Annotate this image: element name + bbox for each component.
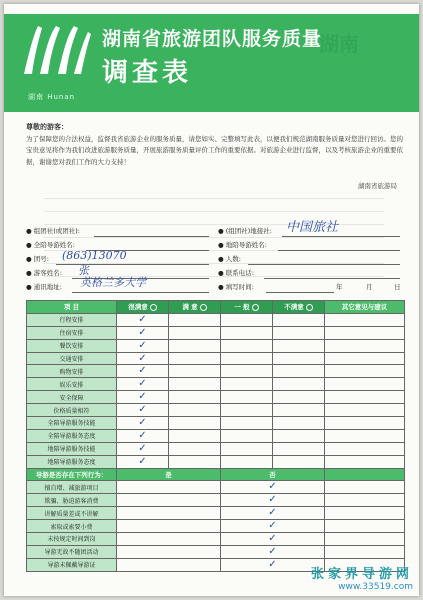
- issuer-signature: 湖南省旅游局: [358, 182, 397, 190]
- rating-cell[interactable]: [169, 326, 221, 339]
- check-mark-icon[interactable]: ✓: [117, 365, 169, 378]
- comment-cell[interactable]: [325, 365, 405, 378]
- satisfaction-table: [26, 300, 405, 572]
- row-label: 住宿安排: [27, 326, 117, 339]
- behavior-label: 欺骗、胁迫游客消费: [27, 494, 117, 507]
- table-row: [27, 520, 405, 533]
- rating-cell[interactable]: [221, 352, 273, 365]
- rating-cell[interactable]: [221, 417, 273, 430]
- comment-cell[interactable]: [325, 339, 405, 352]
- rating-cell[interactable]: [273, 313, 325, 326]
- row-label: 全陪导游服务技能: [27, 417, 117, 430]
- site-url: www.33519.com: [338, 582, 413, 592]
- check-mark-icon[interactable]: ✓: [117, 352, 169, 365]
- rating-cell[interactable]: [221, 378, 273, 391]
- rating-cell[interactable]: [221, 339, 273, 352]
- yes-cell[interactable]: [117, 545, 221, 558]
- col-item: 项 目: [27, 301, 117, 314]
- local-guide-field[interactable]: ● 地陪导游姓名:: [218, 240, 403, 252]
- check-mark-icon[interactable]: ✓: [117, 404, 169, 417]
- tourist-name-field[interactable]: ● 游客姓名:: [26, 268, 211, 280]
- table-row: [27, 352, 405, 365]
- rating-cell[interactable]: [273, 417, 325, 430]
- local-agency-field[interactable]: ● (组团社)地接社:: [218, 226, 403, 238]
- fill-date-field[interactable]: ● 填写时间: 年 月 日: [218, 283, 401, 291]
- rating-cell[interactable]: [221, 442, 273, 455]
- site-name: 张家界导游网: [310, 567, 413, 582]
- tour-number-field[interactable]: ● 团号:: [26, 254, 211, 266]
- address-field[interactable]: ● 通讯地址:: [26, 282, 211, 294]
- rating-cell[interactable]: [169, 378, 221, 391]
- row-label: 价格质量相符: [27, 404, 117, 417]
- rating-cell[interactable]: [169, 352, 221, 365]
- comment-cell[interactable]: [325, 352, 405, 365]
- sad-face-icon: [306, 304, 313, 311]
- check-mark-icon[interactable]: ✓: [117, 417, 169, 430]
- row-label: 地陪导游服务技能: [27, 442, 117, 455]
- table-row: [27, 545, 405, 558]
- col-average: 一 般: [221, 301, 273, 314]
- rating-cell[interactable]: [169, 442, 221, 455]
- check-mark-icon[interactable]: ✓: [117, 339, 169, 352]
- table-row: [27, 339, 405, 352]
- table-row: [27, 313, 405, 326]
- rating-cell[interactable]: [221, 313, 273, 326]
- comment-cell[interactable]: [325, 545, 405, 558]
- rating-cell[interactable]: [221, 326, 273, 339]
- table-row: [27, 429, 405, 442]
- table-row: [27, 455, 405, 468]
- check-mark-icon[interactable]: ✓: [221, 494, 325, 507]
- rating-cell[interactable]: [221, 455, 273, 468]
- check-mark-icon[interactable]: ✓: [117, 378, 169, 391]
- rating-cell[interactable]: [273, 391, 325, 404]
- rating-cell[interactable]: [169, 417, 221, 430]
- check-mark-icon[interactable]: ✓: [117, 455, 169, 468]
- comment-cell[interactable]: [325, 533, 405, 546]
- rating-cell[interactable]: [273, 429, 325, 442]
- table-row: [27, 442, 405, 455]
- comment-cell[interactable]: [325, 481, 405, 494]
- table-header-row: [27, 301, 405, 314]
- rating-cell[interactable]: [169, 313, 221, 326]
- table-row: [27, 391, 405, 404]
- table-row: [27, 481, 405, 494]
- yes-cell[interactable]: [117, 494, 221, 507]
- row-label: 地陪导游服务态度: [27, 455, 117, 468]
- row-label: 餐饮安排: [27, 339, 117, 352]
- survey-sheet: [4, 4, 419, 596]
- check-mark-icon[interactable]: ✓: [221, 545, 325, 558]
- background-watermark-text: 湖南: [319, 32, 359, 56]
- behavior-header-row: [27, 468, 405, 481]
- behavior-label: 擅自增、减旅游项目: [27, 481, 117, 494]
- hunan-logo: [18, 18, 94, 88]
- row-label: 行程安排: [27, 313, 117, 326]
- row-label: 娱乐安排: [27, 378, 117, 391]
- check-mark-icon[interactable]: ✓: [221, 558, 325, 571]
- col-satisfied: 满 意: [169, 301, 221, 314]
- greeting: 尊敬的游客：: [26, 123, 68, 131]
- behavior-label: 讲解质量差或不讲解: [27, 507, 117, 520]
- smiley-icon: [150, 304, 157, 311]
- rating-cell[interactable]: [273, 404, 325, 417]
- yes-cell[interactable]: [117, 533, 221, 546]
- contact-phone-field[interactable]: ● 联系电话:: [218, 268, 403, 280]
- row-label: 交通安排: [27, 352, 117, 365]
- yes-cell[interactable]: [117, 558, 221, 571]
- tour-number-handwriting: (863)13070: [62, 249, 127, 262]
- rating-cell[interactable]: [273, 326, 325, 339]
- col-comments: 其它意见与建议: [325, 301, 405, 314]
- col-very-satisfied: 很满意: [117, 301, 169, 314]
- check-mark-icon[interactable]: ✓: [221, 507, 325, 520]
- yes-cell[interactable]: [117, 507, 221, 520]
- local-agency-handwriting: 中国旅社: [286, 220, 339, 235]
- rating-cell[interactable]: [169, 391, 221, 404]
- rating-cell[interactable]: [169, 455, 221, 468]
- check-mark-icon[interactable]: ✓: [117, 326, 169, 339]
- rating-cell[interactable]: [273, 339, 325, 352]
- page-subtitle: 调查表: [102, 58, 193, 88]
- comment-cell[interactable]: [325, 404, 405, 417]
- neutral-face-icon: [252, 304, 259, 311]
- comment-cell[interactable]: [325, 313, 405, 326]
- tourist-name-handwriting: 张: [78, 264, 89, 277]
- comment-cell[interactable]: [325, 442, 405, 455]
- check-mark-icon[interactable]: ✓: [117, 429, 169, 442]
- behavior-label: 未按规定时间到岗: [27, 533, 117, 546]
- rating-cell[interactable]: [273, 455, 325, 468]
- col-yes: 是: [117, 468, 221, 481]
- behavior-label: 导游未佩戴导游证: [27, 558, 117, 571]
- rating-cell[interactable]: [221, 404, 273, 417]
- comment-cell[interactable]: [325, 417, 405, 430]
- rating-cell[interactable]: [169, 365, 221, 378]
- comment-cell[interactable]: [325, 494, 405, 507]
- table-row: [27, 378, 405, 391]
- check-mark-icon[interactable]: ✓: [117, 391, 169, 404]
- intro-body: 为了保障您的合法权益，监督我省旅游企业的服务质量，请您如实、完整填写此表，以便我们规范湖南服务质量对您进行回访。您的宝贵意见将作为我们改进旅游服务质量，开展旅游服务质量评价工作的重要依据。对旅游企业进行监督，以及考核旅游企业的重要依据，谢谢您对我们工作的大力支持！: [26, 134, 403, 166]
- table-row: [27, 494, 405, 507]
- rating-cell[interactable]: [169, 404, 221, 417]
- check-mark-icon[interactable]: ✓: [221, 520, 325, 533]
- yes-cell[interactable]: [117, 481, 221, 494]
- group-size-field[interactable]: ● 人数:: [218, 254, 403, 266]
- table-row: [27, 533, 405, 546]
- logo-subtitle: 湖南 Hunan: [28, 93, 76, 101]
- header-banner: [4, 14, 419, 112]
- escort-guide-field[interactable]: ● 全陪导游姓名:: [26, 240, 211, 252]
- address-handwriting: 英格兰多大学: [80, 276, 146, 289]
- comment-cell[interactable]: [325, 378, 405, 391]
- table-row: [27, 404, 405, 417]
- travel-agency-field[interactable]: ● 组团社(或团社):: [26, 226, 211, 238]
- comment-cell[interactable]: [325, 326, 405, 339]
- check-mark-icon[interactable]: ✓: [117, 313, 169, 326]
- row-label: 购物安排: [27, 365, 117, 378]
- page-title: 湖南省旅游团队服务质量: [102, 28, 323, 50]
- rating-cell[interactable]: [273, 442, 325, 455]
- comment-cell[interactable]: [325, 455, 405, 468]
- row-label: 全陪导游服务态度: [27, 429, 117, 442]
- behavior-label: 索取或索要小费: [27, 520, 117, 533]
- col-no: 否: [221, 468, 325, 481]
- smiley-icon: [200, 304, 207, 311]
- intro-text: [26, 122, 406, 168]
- behavior-question: 导游是否存在下列行为：: [27, 468, 117, 481]
- rating-cell[interactable]: [221, 365, 273, 378]
- table-row: [27, 365, 405, 378]
- rating-cell[interactable]: [273, 378, 325, 391]
- rating-cell[interactable]: [221, 429, 273, 442]
- comment-cell[interactable]: [325, 507, 405, 520]
- rating-cell[interactable]: [221, 391, 273, 404]
- table-row: [27, 417, 405, 430]
- check-mark-icon[interactable]: ✓: [117, 442, 169, 455]
- comment-cell[interactable]: [325, 520, 405, 533]
- comment-cell[interactable]: [325, 429, 405, 442]
- col-unsatisfied: 不满意: [273, 301, 325, 314]
- rating-cell[interactable]: [273, 352, 325, 365]
- site-watermark: [311, 563, 413, 592]
- rating-cell[interactable]: [169, 429, 221, 442]
- comment-cell[interactable]: [325, 391, 405, 404]
- rating-cell[interactable]: [169, 339, 221, 352]
- rating-cell[interactable]: [273, 365, 325, 378]
- check-mark-icon[interactable]: ✓: [221, 481, 325, 494]
- table-row: [27, 507, 405, 520]
- yes-cell[interactable]: [117, 520, 221, 533]
- table-row: [27, 326, 405, 339]
- behavior-label: 导游无故不随团活动: [27, 545, 117, 558]
- row-label: 安全保障: [27, 391, 117, 404]
- check-mark-icon[interactable]: ✓: [221, 533, 325, 546]
